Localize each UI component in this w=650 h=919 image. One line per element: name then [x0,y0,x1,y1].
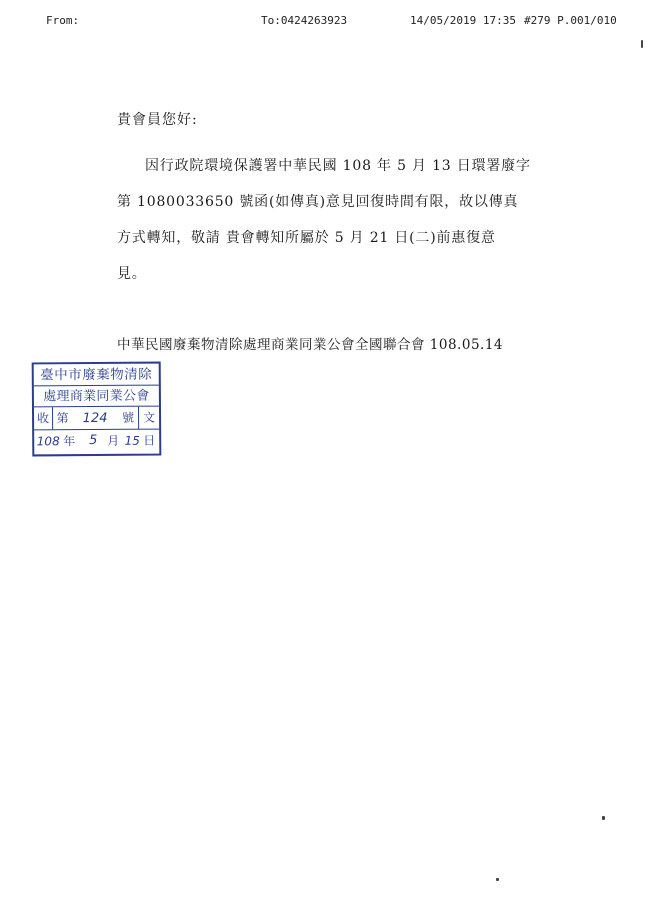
stamp-day-label: 日 [143,433,156,448]
stamp-month-label: 月 [107,433,120,448]
stamp-date-row [34,430,159,453]
stamp-date-month: 5 [89,432,98,449]
stamp-date-day: 15 [124,433,140,448]
scan-speck [602,816,605,820]
fax-page-number: #279 P.001/010 [524,14,617,27]
body-line-4: 見。 [117,266,147,282]
sender-signature: 中華民國廢棄物清除處理商業同業公會全國聯合會 108.05.14 [117,337,503,353]
stamp-date-year: 108 [36,434,60,449]
fax-header [0,14,650,32]
letter-body [117,110,537,292]
body-paragraph [117,148,537,292]
scan-speck [496,878,499,881]
body-line-2: 第 1080033650 號函(如傳真)意見回復時間有限，故以傳真 [117,194,519,210]
stamp-doc-label: 文 [138,407,159,429]
fax-to-number: To:0424263923 [261,14,348,27]
stamp-year-label: 年 [63,434,76,449]
stamp-title-line-2: 處理商業同業公會 [34,386,159,408]
receipt-stamp [32,362,162,457]
stamp-title-line-1: 臺中市廢棄物清除 [34,364,159,387]
salutation: 貴會員您好: [117,112,198,128]
stamp-receive-label: 收 [36,411,50,426]
stamp-number-suffix: 號 [121,410,135,425]
stamp-number-value: 124 [82,410,108,427]
scan-speck [641,40,643,48]
fax-from: From: [46,14,80,27]
stamp-number-row [34,407,159,431]
stamp-number-prefix: 第 [52,407,72,429]
body-line-3: 方式轉知，敬請 貴會轉知所屬於 5 月 21 日(二)前惠復意 [117,230,496,246]
body-line-1: 因行政院環境保護署中華民國 108 年 5 月 13 日環署廢字 [145,158,531,174]
fax-datetime: 14/05/2019 17:35 [410,14,516,27]
